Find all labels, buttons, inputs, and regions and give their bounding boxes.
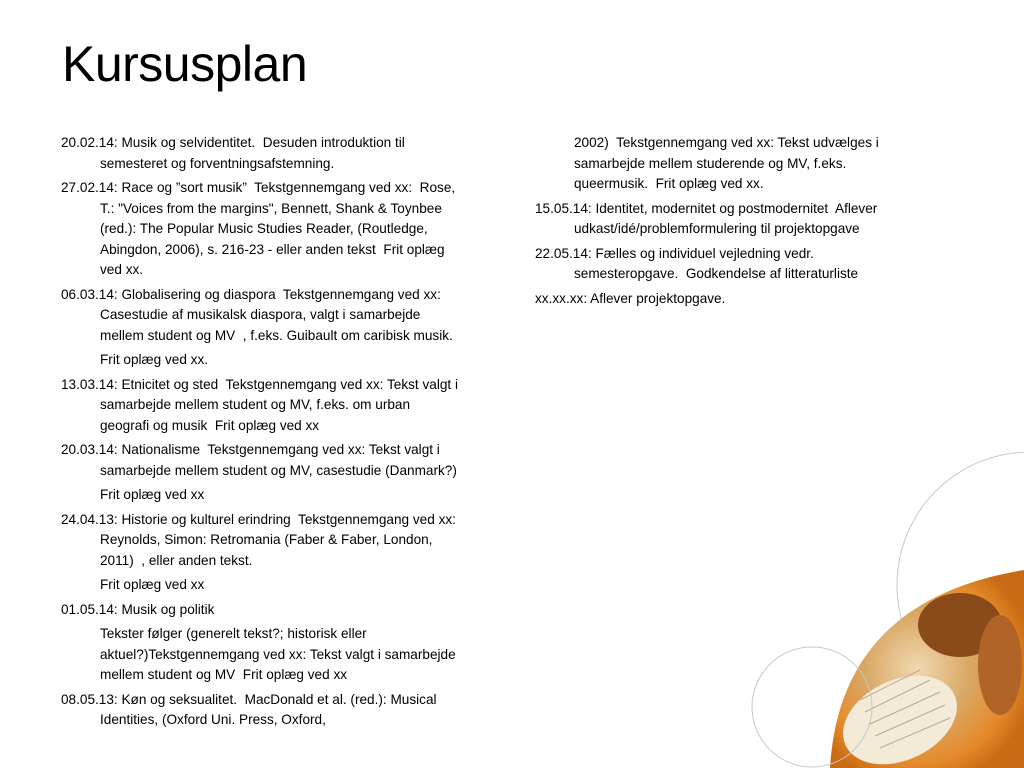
schedule-entry-line: samarbejde mellem studerende og MV, f.eks.	[574, 155, 847, 171]
schedule-entry	[61, 375, 531, 437]
schedule-entry	[535, 199, 955, 240]
schedule-entry	[61, 440, 531, 481]
schedule-entry-line: samarbejde mellem student og MV, f.eks. om urban	[100, 397, 411, 412]
schedule-entry	[61, 485, 531, 506]
schedule-entry-line: 15.05.14: Identitet, modernitet og postmodernitet Aflever	[535, 200, 878, 216]
small-outline-circle	[752, 647, 872, 767]
schedule-entry	[535, 133, 955, 195]
schedule-entry-line: Frit oplæg ved xx	[100, 487, 205, 502]
schedule-entry-line: mellem student og MV , f.eks. Guibault om caribisk musik.	[100, 327, 453, 343]
schedule-entry-line: (red.): The Popular Music Studies Reader, (Routledge,	[100, 221, 428, 236]
schedule-entry-line: Frit oplæg ved xx	[100, 577, 205, 592]
schedule-entry	[61, 133, 531, 174]
schedule-entry	[61, 690, 531, 731]
schedule-entry-line: 2011) , eller anden tekst.	[100, 552, 253, 568]
schedule-entry-line: Casestudie af musikalsk diaspora, valgt i samarbejde	[100, 307, 421, 322]
schedule-entry-line: aktuel?)Tekstgennemgang ved xx: Tekst valgt i samarbejde	[100, 646, 456, 662]
schedule-entry-line: Abingdon, 2006), s. 216-23 - eller anden tekst Frit oplæg	[100, 241, 445, 257]
schedule-entry-line: queermusik. Frit oplæg ved xx.	[574, 176, 764, 191]
schedule-entry-line: Identities, (Oxford Uni. Press, Oxford,	[100, 712, 326, 727]
reading-student-photo	[829, 570, 1024, 768]
schedule-entry-line: xx.xx.xx: Aflever projektopgave.	[535, 290, 726, 306]
schedule-entry-line: semesteret og forventningsafstemning.	[100, 155, 335, 171]
schedule-entry-line: Reynolds, Simon: Retromania (Faber & Faber, London,	[100, 532, 433, 547]
schedule-entry-line: 27.02.14: Race og ”sort musik” Tekstgennemgang ved xx: Rose,	[61, 180, 456, 195]
slide-title: Kursusplan	[62, 36, 308, 92]
schedule-right-column	[535, 133, 955, 313]
schedule-entry-line: 2002) Tekstgennemgang ved xx: Tekst udvælges i	[574, 135, 879, 150]
schedule-entry-line: 13.03.14: Etnicitet og sted Tekstgennemgang ved xx: Tekst valgt i	[61, 376, 458, 392]
schedule-entry-line: 08.05.13: Køn og seksualitet. MacDonald et al. (red.): Musical	[61, 691, 437, 707]
schedule-entry-line: semesteropgave. Godkendelse af litteraturliste	[574, 266, 859, 281]
schedule-entry-line: 20.03.14: Nationalisme Tekstgennemgang ved xx: Tekst valgt i	[61, 442, 440, 457]
schedule-entry	[61, 575, 531, 596]
schedule-left-column	[61, 133, 531, 735]
schedule-entry	[61, 350, 531, 371]
schedule-entry-line: 01.05.14: Musik og politik	[61, 601, 215, 617]
schedule-entry-line: 22.05.14: Fælles og individuel vejledning vedr.	[535, 245, 814, 261]
schedule-entry-line: udkast/idé/problemformulering til projektopgave	[574, 221, 860, 236]
schedule-entry-line: 24.04.13: Historie og kulturel erindring Tekstgennemgang ved xx:	[61, 511, 456, 527]
schedule-entry	[61, 285, 531, 347]
schedule-entry-line: Frit oplæg ved xx.	[100, 352, 209, 367]
schedule-entry-line: T.: "Voices from the margins", Bennett, Shank & Toynbee	[100, 200, 442, 216]
schedule-entry-line: geografi og musik Frit oplæg ved xx	[100, 417, 320, 433]
schedule-entry	[61, 510, 531, 572]
schedule-entry-line: 20.02.14: Musik og selvidentitet. Desuden introduktion til	[61, 135, 405, 150]
schedule-entry-line: mellem student og MV Frit oplæg ved xx	[100, 667, 348, 682]
schedule-entry	[61, 178, 531, 281]
schedule-entry-line: 06.03.14: Globalisering og diaspora Tekstgennemgang ved xx:	[61, 286, 441, 302]
schedule-entry-line: ved xx.	[100, 262, 144, 277]
schedule-entry	[61, 600, 531, 621]
schedule-entry-line: Tekster følger (generelt tekst?; historisk eller	[100, 626, 367, 641]
schedule-entry	[535, 289, 955, 310]
schedule-entry	[61, 624, 531, 686]
large-outline-circle	[897, 452, 1024, 718]
schedule-entry-line: samarbejde mellem student og MV, casestudie (Danmark?)	[100, 462, 457, 478]
schedule-entry	[535, 244, 955, 285]
